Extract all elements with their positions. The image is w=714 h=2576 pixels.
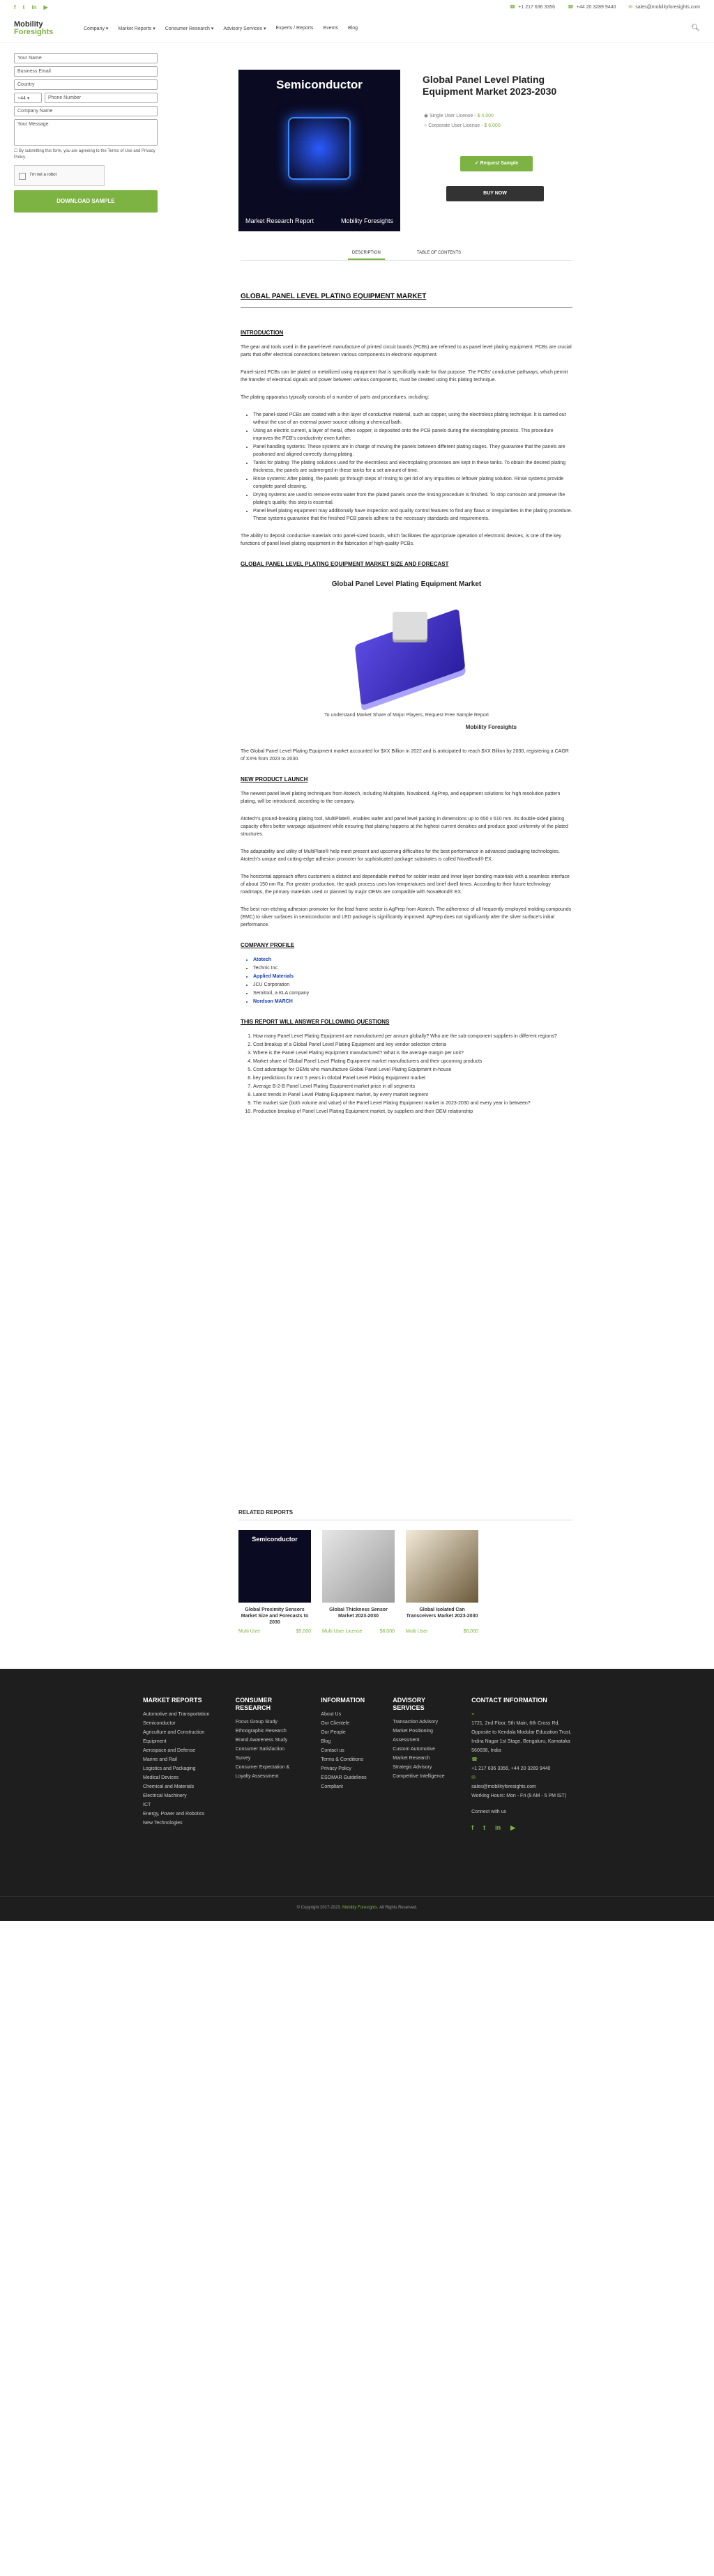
- company-link[interactable]: • Applied Materials: [253, 973, 572, 980]
- related-card[interactable]: Semiconductor Global Proximity Sensors Market Size and Forecasts to 2030 Multi User $5,000: [238, 1530, 311, 1634]
- section-heading: GLOBAL PANEL LEVEL PLATING EQUIPMENT MARKET: [241, 293, 572, 308]
- linkedin-icon[interactable]: in: [495, 1824, 501, 1831]
- check-icon: ✓: [474, 161, 480, 166]
- company-item: • Semitool, a KLA company: [253, 989, 572, 997]
- section-heading: THIS REPORT WILL ANSWER FOLLOWING QUESTIONS: [241, 1019, 390, 1025]
- footer-consumer-research: CONSUMER RESEARCH Focus Group Study Ethnographic Research Brand Awareness Study Consumer Satisfaction Survey Consumer Expectation & Loyalty Assessment: [236, 1697, 298, 1833]
- footer-advisory: ADVISORY SERVICES Transaction Advisory Market Positioning Assessment Custom Automotive Market Research Strategic Advisory Competitive Intelligence: [393, 1697, 448, 1833]
- nav-consumer-research[interactable]: Consumer Research ▾: [165, 26, 214, 31]
- footer-link[interactable]: Competitive Intelligence: [393, 1774, 445, 1779]
- request-sample-button[interactable]: ✓ Request Sample: [460, 156, 533, 171]
- nav-events[interactable]: Events: [323, 25, 338, 31]
- report-description: GLOBAL PANEL LEVEL PLATING EQUIPMENT MARKET INTRODUCTION The gear and tools used in the panel-level manufacture of printed circuit boards (PCBs) are referred to as panel level plating equipment. PCBs are crucial parts that offer electrical connections between various components in electronic equipment. Panel-sized PCBs can be plated or metallized using equipment that is specifically made for that purpose. The PCBs' conductive pathways, which permit the transfer of electrical signals and power between various components, must be created using this plating technique. The plating apparatus typically consists of a number of parts and procedures, including: • The panel-sized PCBs are coated with a thin layer of conductive material, such as copper, using the electroless plating technique. It is carried out without the use of an external power source utilising a chemical bath. • Using an electric current, a layer of metal, often copper, is deposited onto the PCB panels during the electroplating process. This procedure improves the PCB's conductivity even further. • Panel handling systems: These systems are in charge of moving the panels between different plating stages. They guarantee that the panels are positioned and aligned correctly during plating. • Tanks for plating: The plating solutions used for the electroless and electroplating processes are kept in these tanks. To obtain the desired plating thickness, the panels are submerged in these tanks for a set amount of time. • Rinse systems: After plating, the panels go through steps of rinsing to get rid of any impurities or leftover plating solution. Rinse systems provide complete panel cleaning. • Drying systems are used to remove extra water from the plated panels once the rinsing procedure is finished. To stop corrosion and preserve the plating's quality, this step is essential. • Panel level plating equipment may additionally have inspection and quality control features to find any flaws or irregularities in the plating procedure. These systems guarantee that the finished PCB panels adhere to the necessary standards and requirements. The ability to deposit conductive materials onto panel-sized boards, which facilitates the appropriate operation of electronic devices, is one of the key functions of panel level plating equipment in the fabrication of high-quality PCBs. GLOBAL PANEL LEVEL PLATING EQUIPMENT MARKET SIZE AND FORECAST Global Panel Level Plating Equipment Market To understand Market Share of Major Players, Request Free Sample Report Mobility Foresights The Global Panel Level Plating Equipment market accounted for $XX Billion in 2022 and is anticipated to reach $XX Billion by 2030, registering a CAGR of XX% from 2023 to 2030. NEW PRODUCT LAUNCH The newest panel level plating techniques from Atotech, including Multiplate, Novabond, AgPrep, and equipment solutions for high resolution pattern plating, will be introduced, according to the company. Atotech's ground-breaking plating tool, MultiPlate®, enables wafer and panel level packing in dimensions up to 650 x 610 mm. Its double-sided plating capacity offers better warpage adjustment while ensuring that plating happens at the highest current densities and produce good uniformity of the plated structures. The adaptability and utility of MultiPlate® help meet present and upcoming difficulties for the best performance in advanced packaging technologies. Atotech's unique and cutting-edge adhesion promoter for sophisticated package substrates is called NovaBond® EX. The horizontal approach offers customers a distinct and dependable method for solder resist and inner layer bonding materials with a seamless interface of about 150 nm Ra. For greater production, the quick process uses low temperatures and brief dwell times. According to their future technology roadmaps, the primary materials used or planned by major OEMs are compatible with NovaBond® EX. The best non-etching adhesion promoter for the lead frame sector is AgPrep from Atotech. The adherence of all frequently employed molding compounds (EMC) to silver surfaces in semiconductor and LED package is significantly improved. AgPrep does not significantly alter the silver surface's initial performance. COMPANY PROFILE • Atotech • Technic Inc. • Applied Materials • JCU Corporation • Semitool, a KLA company • Nordson MARCH THIS REPORT WILL ANSWER FOLLOWING QUESTIONS 1. How many Panel Level Plating Equipment are manufactured per annum globally? Who are the sub-component suppliers in different regions? 2. Cost breakup of a Global Panel Level Plating Equipment and key vendor selection criteria 3. Where is the Panel Level Plating Equipment manufactured? What is the average margin per unit? 4. Market share of Global Panel Level Plating Equipment market manufacturers and their upcoming products 5. Cost advantage for OEMs who manufacture Global Panel Level Plating Equipment in-house 6. key predictions for next 5 years in Global Panel Level Plating Equipment market 7. Average B-2-B Panel Level Plating Equipment market price in all segments 8. Latest trends in Panel Level Plating Equipment market, by every market segment 9. The market size (both volume and value) of the Panel Level Plating Equipment market in 2023-2030 and every year in between? 10. Production breakup of Panel Level Plating Equipment market, by suppliers and their OEM relationship: [241, 293, 572, 1125]
- company-field[interactable]: Company Name: [14, 106, 158, 116]
- related-card[interactable]: Global Thickness Sensor Market 2023-2030 Multi User License $6,000: [322, 1530, 395, 1634]
- footer-information: INFORMATION About Us Our Clientele Our People Blog Contact us Terms & Conditions Privacy Policy ESOMAR Guidelines Compliant: [321, 1697, 369, 1833]
- footer-link[interactable]: About Us: [321, 1712, 342, 1717]
- footer-social: [471, 1823, 575, 1833]
- nav-market-reports[interactable]: Market Reports ▾: [118, 26, 155, 31]
- buy-now-button[interactable]: BUY NOW: [446, 186, 544, 201]
- footer-link[interactable]: Marine and Rail: [143, 1757, 178, 1762]
- terms-checkbox-label[interactable]: ☐ By submitting this form, you are agreeing to the Terms of Use and Privacy Policy.: [14, 149, 155, 160]
- main-nav: [84, 26, 358, 31]
- company-link[interactable]: • Atotech: [253, 956, 572, 964]
- name-field[interactable]: Your Name: [14, 53, 158, 63]
- footer-link[interactable]: Energy, Power and Robotics: [143, 1812, 205, 1817]
- process-list: • The panel-sized PCBs are coated with a thin layer of conductive material, such as copper, using the electroless plating technique. It is carried out without the use of an external power source utilising a chemical bath. • Using an electric current, a layer of metal, often copper, is deposited onto the PCB panels during the electroplating process. This procedure improves the PCB's conductivity even further. • Panel handling systems: These systems are in charge of moving the panels between different plating stages. They guarantee that the panels are positioned and aligned correctly during plating. • Tanks for plating: The plating solutions used for the electroless and electroplating processes are kept in these tanks. To obtain the desired plating thickness, the panels are submerged in these tanks for a set amount of time. • Rinse systems: After plating, the panels go through steps of rinsing to get rid of any impurities or leftover plating solution. Rinse systems provide complete panel cleaning. • Drying systems are used to remove extra water from the plated panels once the rinsing procedure is finished. To stop corrosion and preserve the plating's quality, this step is essential. • Panel level plating equipment may additionally have inspection and quality control features to find any flaws or irregularities in the plating procedure. These systems guarantee that the finished PCB panels adhere to the necessary standards and requirements.: [253, 411, 572, 523]
- social-links: [14, 4, 48, 10]
- search-icon[interactable]: 🔍︎: [691, 24, 700, 32]
- footer-market-reports: MARKET REPORTS Automotive and Transportation Semiconductor Agriculture and Construction Equipment Aerospace and Defense Marine and Rail Logistics and Packaging Medical Devices Chemical and Materials Electrical Machinery ICT Energy, Power and Robotics New Technologies: [143, 1697, 212, 1833]
- top-bar: [0, 0, 714, 14]
- footer-link[interactable]: Privacy Policy: [321, 1766, 351, 1771]
- facebook-icon[interactable]: f: [471, 1824, 474, 1831]
- company-link[interactable]: • Nordson MARCH: [253, 998, 572, 1005]
- footer-link[interactable]: Our Clientele: [321, 1721, 350, 1726]
- footer-link[interactable]: Consumer Satisfaction Survey: [235, 1747, 284, 1761]
- address: ⌖ 1721, 2nd Floor, 5th Main, 6th Cross Rd, Opposite to Kendala Modular Education Trust, Indira Nagar 1st Stage, Bengaluru, Karnataka 560038, India: [471, 1710, 575, 1755]
- footer-link[interactable]: ICT: [143, 1803, 151, 1807]
- footer-link[interactable]: Custom Automotive Market Research: [393, 1747, 435, 1761]
- company-item: • Technic Inc.: [253, 964, 572, 972]
- download-sample-button[interactable]: DOWNLOAD SAMPLE: [14, 190, 158, 213]
- footer-link[interactable]: Brand Awareness Study: [235, 1738, 288, 1743]
- isometric-illustration: [337, 598, 476, 702]
- captcha[interactable]: I'm not a robot: [14, 165, 105, 186]
- report-cover: [406, 1530, 478, 1603]
- youtube-icon[interactable]: ▶: [43, 3, 48, 10]
- nav-advisory-services[interactable]: Advisory Services ▾: [223, 26, 266, 31]
- nav-experts-reports[interactable]: Experts / Reports: [275, 25, 314, 31]
- footer-link[interactable]: Blog: [321, 1739, 331, 1744]
- message-field[interactable]: Your Message: [14, 119, 158, 146]
- footer-link[interactable]: Focus Group Study: [235, 1720, 278, 1725]
- sample-form: [14, 53, 158, 213]
- youtube-icon[interactable]: ▶: [510, 1824, 516, 1831]
- footer-link[interactable]: Semiconductor: [143, 1721, 176, 1726]
- section-heading: RELATED REPORTS: [238, 1509, 573, 1520]
- mail-icon: ✉: [628, 5, 633, 10]
- mail-icon: ✉: [471, 1775, 476, 1780]
- company-item: • JCU Corporation: [253, 981, 572, 989]
- phone-us[interactable]: ☎ +1 217 636 3356: [509, 4, 556, 10]
- nav-blog[interactable]: Blog: [347, 25, 358, 31]
- site-footer: [0, 1669, 714, 1921]
- report-cover: [322, 1530, 395, 1603]
- working-hours: Working Hours: Mon - Fri (9 AM - 5 PM IST): [471, 1794, 567, 1798]
- footer-link[interactable]: Chemical and Materials: [143, 1784, 195, 1789]
- facebook-icon[interactable]: f: [14, 3, 16, 10]
- phone-icon: ☎: [509, 5, 516, 10]
- phone-icon: ☎: [568, 5, 574, 10]
- report-cover: Semiconductor: [238, 1530, 311, 1603]
- footer-link[interactable]: Medical Devices: [143, 1775, 178, 1780]
- country-field[interactable]: Country: [14, 79, 158, 90]
- phone-icon: ☎: [471, 1757, 478, 1762]
- email-field[interactable]: Business Email: [14, 66, 158, 77]
- market-infographic: Global Panel Level Plating Equipment Market To understand Market Share of Major Players, Request Free Sample Report Mobility Foresights: [324, 580, 517, 730]
- footer-link[interactable]: Transaction Advisory: [393, 1720, 439, 1725]
- page-title: Global Panel Level Plating Equipment Market 2023-2030: [423, 74, 557, 97]
- footer-phones[interactable]: ☎ +1 217 636 3356, +44 20 3289 9440: [471, 1755, 575, 1773]
- section-heading: COMPANY PROFILE: [241, 942, 295, 948]
- footer-link[interactable]: Logistics and Packaging: [143, 1766, 196, 1771]
- related-reports: [238, 1509, 573, 1634]
- footer-link[interactable]: Aerospace and Defense: [143, 1748, 196, 1753]
- license-options: [424, 111, 501, 131]
- chip-icon: [288, 117, 351, 180]
- linkedin-icon[interactable]: in: [31, 3, 37, 10]
- footer-link[interactable]: Contact us: [321, 1748, 344, 1753]
- company-list: [253, 956, 572, 1005]
- license-corporate[interactable]: ○ Corporate User License - $ 6,000: [424, 123, 501, 128]
- footer-link[interactable]: Ethnographic Research: [235, 1729, 287, 1734]
- site-header: [0, 14, 714, 43]
- footer-link[interactable]: Consumer Expectation & Loyalty Assessment: [235, 1765, 290, 1779]
- product-tabs: [241, 248, 572, 261]
- section-heading: GLOBAL PANEL LEVEL PLATING EQUIPMENT MARKET SIZE AND FORECAST: [241, 561, 449, 567]
- logo[interactable]: Mobility Foresights: [14, 20, 54, 36]
- connect-label: Connect with us: [471, 1810, 506, 1814]
- footer-link[interactable]: Agriculture and Construction Equipment: [143, 1730, 205, 1744]
- phone-uk[interactable]: ☎ +44 20 3289 9440: [568, 4, 616, 10]
- footer-contact: CONTACT INFORMATION ⌖ 1721, 2nd Floor, 5th Main, 6th Cross Rd, Opposite to Kendala Modular Education Trust, Indira Nagar 1st Stage, Bengaluru, Karnataka 560038, India ☎ +1 217 636 3356, +44 20 3289 9440 ✉ sales@mobilityforesights.com Working Hours: Mon - Fri (9 AM - 5 PM IST) Connect with us f t in ▶: [471, 1697, 575, 1833]
- footer-link[interactable]: Automotive and Transportation: [143, 1712, 210, 1717]
- footer-link[interactable]: Our People: [321, 1730, 346, 1735]
- report-cover: Semiconductor Market Research Report Mobility Foresights: [238, 70, 400, 231]
- license-single[interactable]: ◉ Single User License - $ 4,000: [424, 114, 494, 118]
- footer-link[interactable]: Terms & Conditions: [321, 1757, 363, 1762]
- phone-code-select[interactable]: +44 ▾: [14, 93, 42, 103]
- top-contacts: [510, 4, 700, 10]
- phone-field[interactable]: Phone Number: [45, 93, 158, 103]
- tab-description[interactable]: DESCRIPTION: [348, 248, 385, 260]
- footer-link[interactable]: Electrical Machinery: [143, 1794, 187, 1798]
- copyright: © Copyright 2017-2023. Mobility Foresights. All Rights Reserved.: [0, 1896, 714, 1913]
- footer-link[interactable]: Strategic Advisory: [393, 1765, 432, 1770]
- footer-email[interactable]: ✉ sales@mobilityforesights.com: [471, 1773, 575, 1791]
- location-icon: ⌖: [471, 1712, 475, 1717]
- nav-company[interactable]: Company ▾: [84, 26, 109, 31]
- related-card[interactable]: Global Isolated Can Transceivers Market 2023-2030 Multi User $6,000: [406, 1530, 478, 1634]
- email-link[interactable]: ✉ sales@mobilityforesights.com: [628, 4, 700, 10]
- footer-link[interactable]: ESOMAR Guidelines Compliant: [321, 1775, 367, 1789]
- footer-link[interactable]: New Technologies: [143, 1821, 183, 1826]
- section-heading: INTRODUCTION: [241, 330, 284, 336]
- questions-list: 1. How many Panel Level Plating Equipment are manufactured per annum globally? Who are the sub-component suppliers in different regions? 2. Cost breakup of a Global Panel Level Plating Equipment and key vendor selection criteria 3. Where is the Panel Level Plating Equipment manufactured? What is the average margin per unit? 4. Market share of Global Panel Level Plating Equipment market manufacturers and their upcoming products 5. Cost advantage for OEMs who manufacture Global Panel Level Plating Equipment in-house 6. key predictions for next 5 years in Global Panel Level Plating Equipment market 7. Average B-2-B Panel Level Plating Equipment market price in all segments 8. Latest trends in Panel Level Plating Equipment market, by every market segment 9. The market size (both volume and value) of the Panel Level Plating Equipment market in 2023-2030 and every year in between? 10. Production breakup of Panel Level Plating Equipment market, by suppliers and their OEM relationship: [253, 1033, 572, 1116]
- captcha-checkbox[interactable]: [19, 173, 26, 180]
- footer-link[interactable]: Market Positioning Assessment: [393, 1729, 433, 1743]
- tab-toc[interactable]: TABLE OF CONTENTS: [416, 251, 462, 255]
- section-heading: NEW PRODUCT LAUNCH: [241, 776, 308, 782]
- twitter-icon[interactable]: t: [483, 1824, 486, 1831]
- twitter-icon[interactable]: t: [22, 3, 25, 10]
